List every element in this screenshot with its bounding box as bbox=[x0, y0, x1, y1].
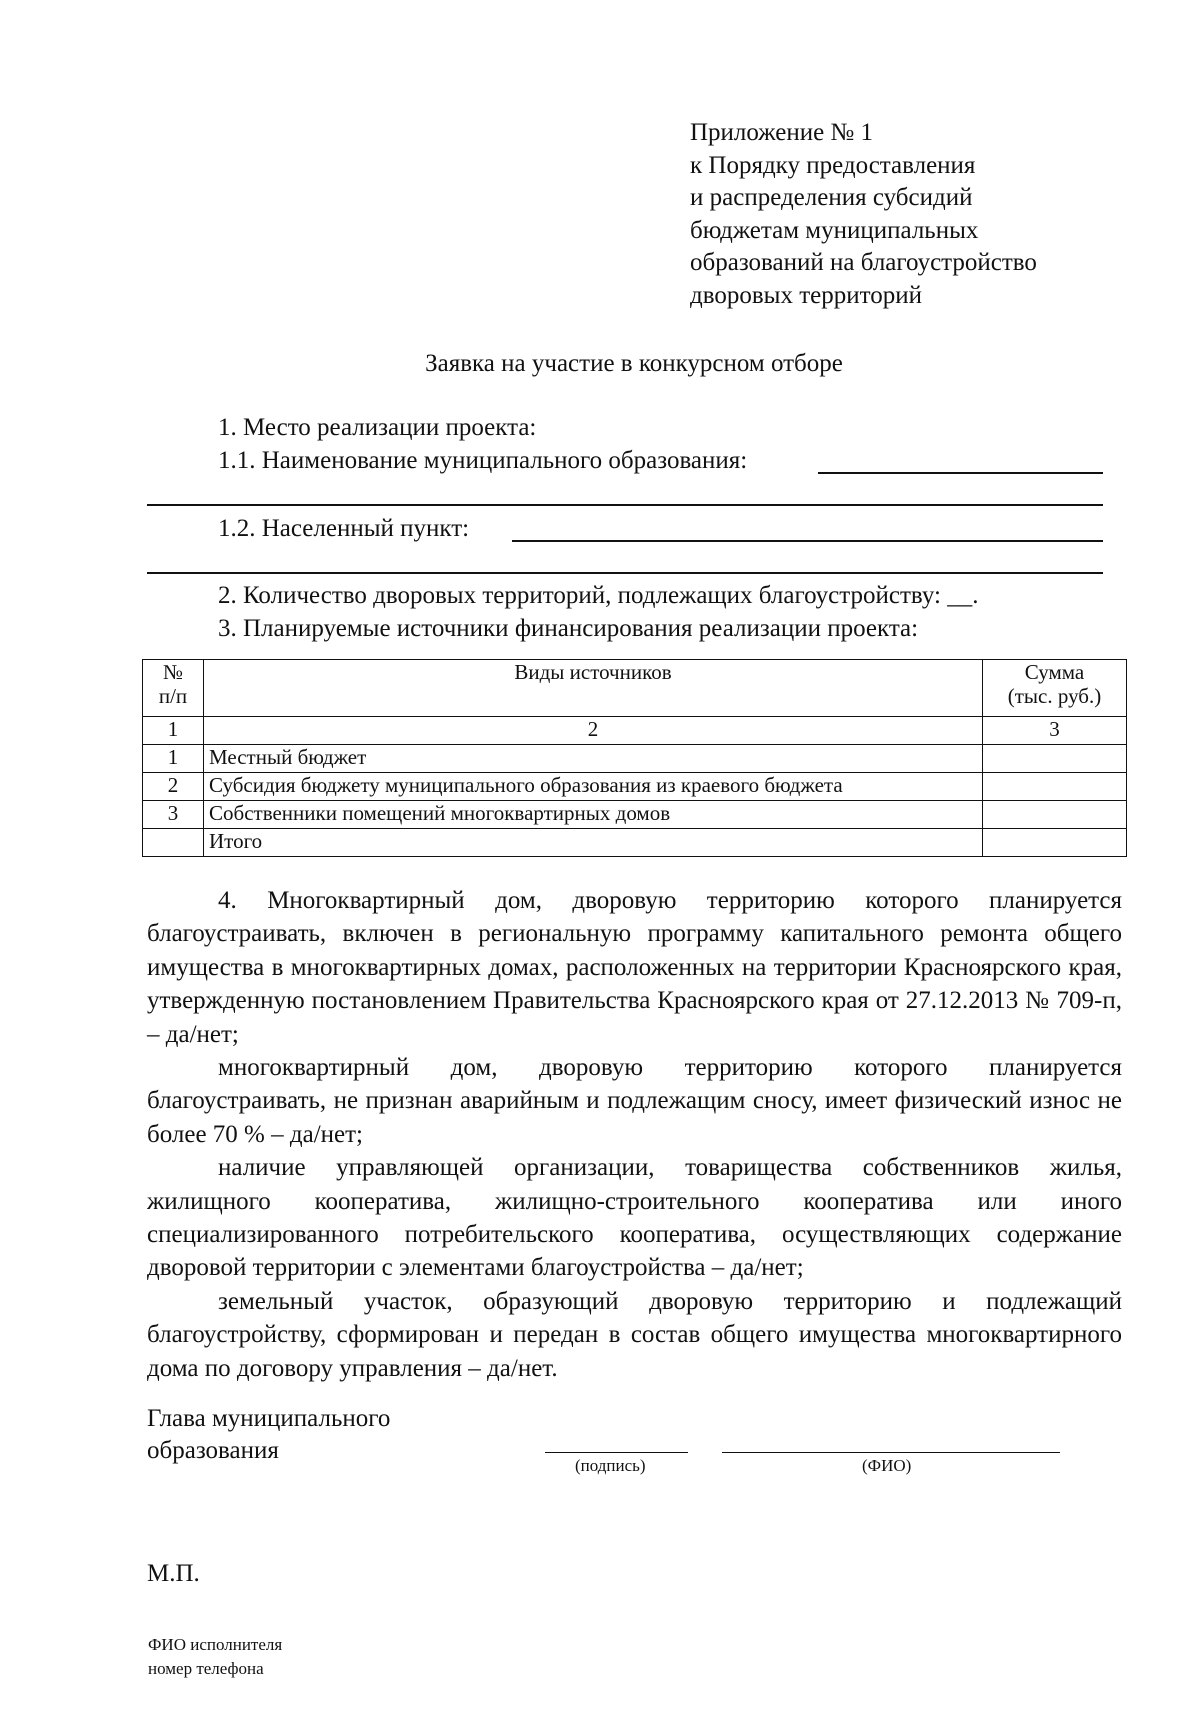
table-row bbox=[143, 773, 1127, 801]
row-sum-cell[interactable] bbox=[983, 801, 1127, 829]
settlement-label: 1.2. Населенный пункт: bbox=[218, 515, 470, 542]
column-number: 2 bbox=[204, 717, 983, 745]
table-column-numbers-row bbox=[143, 717, 1127, 745]
settlement-field-line[interactable] bbox=[512, 540, 1103, 542]
signatory-role bbox=[147, 1403, 390, 1467]
document-title: Заявка на участие в конкурсном отборе bbox=[425, 350, 843, 377]
role-line: образования bbox=[147, 1437, 279, 1464]
header-sum-line1: Сумма bbox=[1024, 660, 1085, 684]
column-number: 1 bbox=[143, 717, 204, 745]
section-3-heading: 3. Планируемые источники финансирования реализации проекта: bbox=[218, 615, 919, 642]
header-sum-line2: (тыс. руб.) bbox=[1007, 684, 1102, 708]
paragraph: многоквартирный дом, дворовую территорию которого планируется благоустраивать, не признан аварийным и подлежащим сносу, имеет физический износ не более 70 % – да/нет; bbox=[147, 1054, 1122, 1148]
executor-info bbox=[148, 1633, 282, 1681]
row-source: Итого bbox=[204, 829, 983, 857]
header-sum bbox=[983, 660, 1127, 717]
appendix-line: бюджетам муниципальных bbox=[690, 216, 979, 244]
paragraph: наличие управляющей организации, товарищества собственников жилья, жилищного кооператива, жилищно-строительного кооператива или иного специализированного потребительского кооператива, осуществляющих содержание дворовой территории с элементами благоустройства – да/нет; bbox=[147, 1154, 1122, 1282]
paragraph: земельный участок, образующий дворовую территорию и подлежащий благоустройству, сформирован и передан в состав общего имущества многоквартирного дома по договору управления – да/нет. bbox=[147, 1287, 1122, 1382]
paragraph: 4. Многоквартирный дом, дворовую территорию которого планируется благоустраивать, включен в региональную программу капитального ремонта общего имущества в многоквартирных домах, расположенных на территории Красноярского края, утвержденную постановлением Правительства Красноярского края от 27.12.2013 № 709-п, – да/нет; bbox=[147, 887, 1122, 1048]
section-2-territories-count: 2. Количество дворовых территорий, подлежащих благоустройству: __. bbox=[218, 582, 979, 609]
role-line: Глава муниципального bbox=[147, 1405, 391, 1432]
municipality-field-line[interactable] bbox=[818, 472, 1103, 474]
section-4-text bbox=[147, 884, 1122, 1385]
settlement-field-line-2[interactable] bbox=[147, 572, 1103, 574]
row-number: 2 bbox=[143, 773, 204, 801]
row-source: Собственники помещений многоквартирных домов bbox=[204, 801, 983, 829]
table-row bbox=[143, 745, 1127, 773]
row-sum-cell[interactable] bbox=[983, 829, 1127, 857]
signature-line[interactable] bbox=[545, 1452, 688, 1453]
row-source: Местный бюджет bbox=[204, 745, 983, 773]
header-number-line1: № bbox=[162, 660, 184, 684]
municipality-field-line-2[interactable] bbox=[147, 504, 1103, 506]
full-name-line[interactable] bbox=[722, 1452, 1060, 1453]
appendix-line: к Порядку предоставления bbox=[690, 151, 976, 179]
appendix-line: и распределения субсидий bbox=[690, 184, 973, 211]
section-1-heading: 1. Место реализации проекта: bbox=[218, 414, 537, 441]
appendix-line: Приложение № 1 bbox=[690, 119, 874, 146]
signature-caption: (подпись) bbox=[575, 1456, 646, 1475]
stamp-place: М.П. bbox=[147, 1560, 200, 1587]
row-number: 1 bbox=[143, 745, 204, 773]
executor-name-label: ФИО исполнителя bbox=[148, 1635, 283, 1654]
executor-phone-label: номер телефона bbox=[148, 1659, 264, 1678]
header-number bbox=[143, 660, 204, 717]
appendix-line: дворовых территорий bbox=[690, 281, 922, 309]
municipality-label: 1.1. Наименование муниципального образования: bbox=[218, 447, 748, 474]
table-row bbox=[143, 801, 1127, 829]
appendix-header bbox=[690, 117, 1110, 312]
column-number: 3 bbox=[983, 717, 1127, 745]
row-source: Субсидия бюджету муниципального образования из краевого бюджета bbox=[204, 773, 983, 801]
table-header-row bbox=[143, 660, 1127, 717]
row-number: 3 bbox=[143, 801, 204, 829]
row-sum-cell[interactable] bbox=[983, 773, 1127, 801]
row-sum-cell[interactable] bbox=[983, 745, 1127, 773]
header-number-line2: п/п bbox=[158, 684, 188, 708]
full-name-caption: (ФИО) bbox=[862, 1456, 912, 1475]
header-source: Виды источников bbox=[204, 660, 983, 717]
row-number bbox=[143, 829, 204, 857]
table-total-row bbox=[143, 829, 1127, 857]
appendix-line: образований на благоустройство bbox=[690, 249, 1037, 276]
funding-sources-table bbox=[142, 659, 1127, 857]
